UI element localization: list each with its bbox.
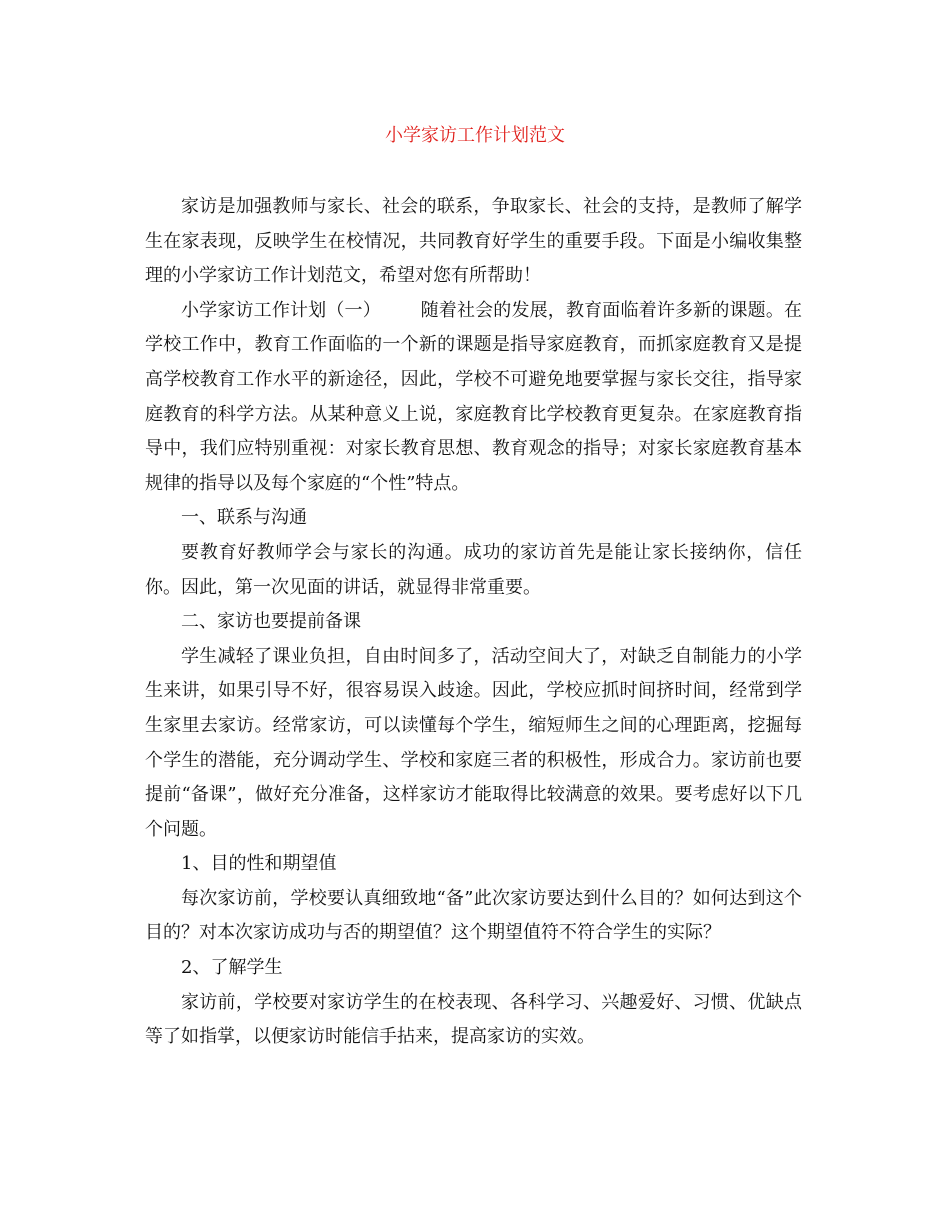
item1-text: 每次家访前，学校要认真细致地“备”此次家访要达到什么目的？如何达到这个目的？对本次家访成功与否的期望值？这个期望值符不符合学生的实际？ [145,887,802,944]
document-body [145,190,802,1055]
section2-heading: 二、家访也要提前备课 [181,611,361,633]
document-title: 小学家访工作计划范文 [385,125,565,146]
plan-paragraph [145,294,802,502]
section2-text: 学生减轻了课业负担，自由时间多了，活动空间大了，对缺乏自制能力的小学生来讲，如果引导不好，很容易误入歧途。因此，学校应抓时间挤时间，经常到学生家里去家访。经常家访，可以读懂每个学生，缩短师生之间的心理距离，挖掘每个学生的潜能，充分调动学生、学校和家庭三者的积极性，形成合力。家访前也要提前“备课”，做好充分准备，这样家访才能取得比较满意的效果。要考虑好以下几个问题。 [145,645,802,840]
item1-heading: 1、目的性和期望值 [181,853,337,875]
section1-heading: 一、联系与沟通 [181,507,307,529]
intro-paragraph: 家访是加强教师与家长、社会的联系，争取家长、社会的支持，是教师了解学生在家表现，反映学生在校情况，共同教育好学生的重要手段。下面是小编收集整理的小学家访工作计划范文，希望对您有所帮助！ [145,196,802,287]
plan-intro: 随着社会的发展，教育面临着许多新的课题。在学校工作中，教育工作面临的一个新的课题是指导家庭教育，而抓家庭教育又是提高学校教育工作水平的新途径，因此，学校不可避免地要掌握与家长交往，指导家庭教育的科学方法。从某种意义上说，家庭教育比学校教育更复杂。在家庭教育指导中，我们应特别重视：对家长教育思想、教育观念的指导；对家长家庭教育基本规律的指导以及每个家庭的“个性”特点。 [145,299,802,494]
item2-text: 家访前，学校要对家访学生的在校表现、各科学习、兴趣爱好、习惯、优缺点等了如指掌，以便家访时能信手拈来，提高家访的实效。 [145,991,802,1048]
plan-heading: 小学家访工作计划（一） [181,299,381,321]
section1-text: 要教育好教师学会与家长的沟通。成功的家访首先是能让家长接纳你，信任你。因此，第一次见面的讲话，就显得非常重要。 [145,541,802,598]
item2-heading: 2、了解学生 [181,957,283,979]
